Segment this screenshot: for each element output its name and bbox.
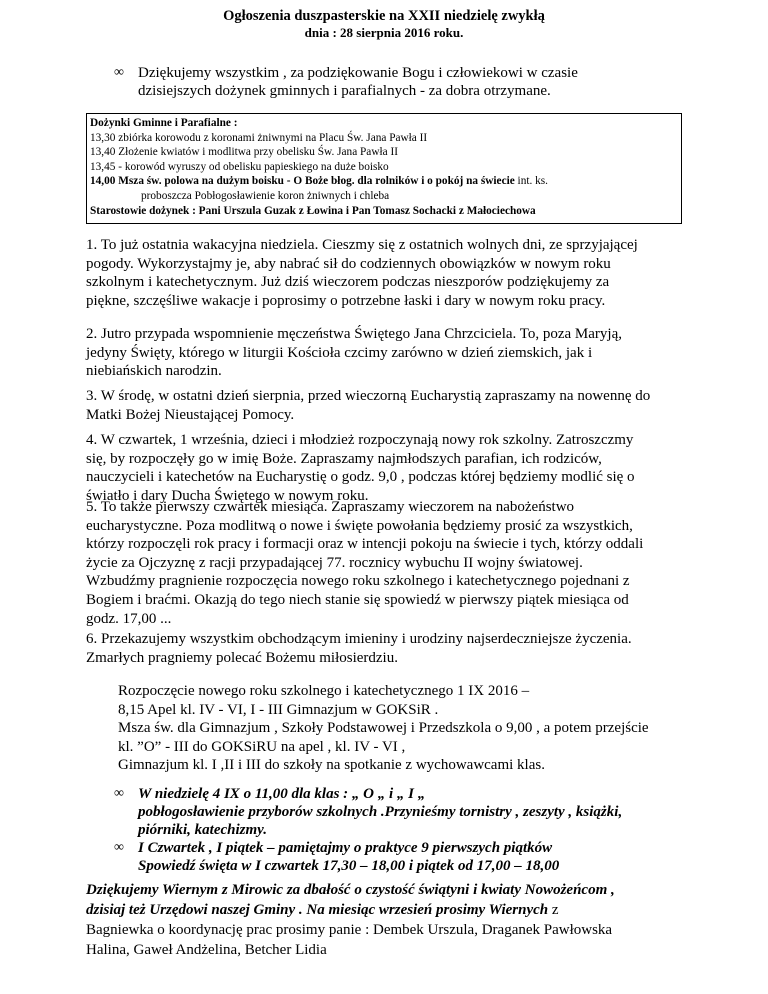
event-item: 13,40 Złożenie kwiatów i modlitwa przy obelisku Św. Jana Pawła II — [90, 146, 398, 159]
announcement-line: pobłogosławienie przyborów szkolnych .Przynieśmy tornistry , zeszyty , książki, — [138, 804, 623, 820]
paragraph-6 — [86, 630, 632, 667]
closing-bold-part: dzisiaj też Urzędowi naszej Gminy . Na miesiąc wrzesień prosimy Wiernych — [86, 902, 549, 918]
page-title: Ogłoszenia duszpasterskie na XXII niedzielę zwykłą — [223, 8, 545, 24]
schedule-line: kl. ”O” - III do GOKSiRU na apel , kl. IV - VI , — [118, 738, 406, 755]
closing-normal-part: z — [548, 902, 559, 918]
closing-line: Halina, Gaweł Andżelina, Betcher Lidia — [86, 942, 327, 958]
announcement-item — [114, 785, 622, 839]
schedule-line: Rozpoczęcie nowego roku szkolnego i katechetycznego 1 IX 2016 – — [118, 683, 530, 699]
paragraph-line: piękne, szczęśliwe wakacje i poprosimy o potrzebne łaski i dary w nowym roku pracy. — [86, 292, 606, 309]
paragraph-3 — [86, 387, 650, 424]
paragraph-line: 4. W czwartek, 1 września, dzieci i młodzież rozpoczynają nowy rok szkolny. Zatroszczmy — [86, 432, 634, 448]
event-item: 13,45 - korowód wyruszy od obelisku papieskiego na duże boisko — [90, 160, 389, 173]
paragraph-line: 6. Przekazujemy wszystkim obchodzącym imieniny i urodziny najserdeczniejsze życzenia. — [86, 631, 632, 647]
closing-thanks — [86, 880, 615, 960]
paragraph-line: się, by rozpoczęły go w imię Boże. Zapraszamy najmłodszych parafian, ich rodziców, — [86, 450, 602, 467]
paragraph-line: eucharystyczne. Poza modlitwą o nowe i święte powołania będziemy prosić za wszystkich, — [86, 517, 633, 534]
event-mass-bold: 14,00 Msza św. polowa na dużym boisku - O Boże błog. dla rolników i o pokój na świecie — [90, 175, 515, 188]
infinity-bullet-icon: ∞ — [114, 840, 124, 855]
paragraph-5 — [86, 498, 643, 628]
closing-line: Dziękujemy Wiernym z Mirowic za dbałość o czystość świątyni i kwiaty Nowożeńcom , — [86, 882, 615, 898]
paragraph-line: 5. To także pierwszy czwartek miesiąca. Zapraszamy wieczorem na nabożeństwo — [86, 499, 575, 515]
infinity-bullet-icon: ∞ — [114, 786, 124, 801]
paragraph-2 — [86, 325, 622, 381]
paragraph-4 — [86, 431, 635, 505]
paragraph-line: 3. W środę, w ostatni dzień sierpnia, przed wieczorną Eucharystią zapraszamy na nowennę do — [86, 388, 651, 404]
closing-line — [86, 900, 615, 920]
announcement-line: Spowiedź święta w I czwartek 17,30 – 18,00 i piątek od 17,00 – 18,00 — [138, 858, 560, 874]
event-item-mass — [90, 174, 681, 189]
paragraph-line: godz. 17,00 ... — [86, 610, 172, 627]
paragraph-line: którzy rozpoczęli rok pracy i formacji oraz w intencji pokoju na świecie i tych, którzy oddali — [86, 536, 644, 553]
announcement-line: I Czwartek , I piątek – pamiętajmy o praktyce 9 pierwszych piątków — [138, 840, 553, 856]
schedule-line: Msza św. dla Gimnazjum , Szkoły Podstawowej i Przedszkola o 9,00 , a potem przejście — [118, 720, 649, 737]
closing-line: Bagniewka o koordynację prac prosimy panie : Dembek Urszula, Draganek Pawłowska — [86, 922, 613, 938]
paragraph-line: niebiańskich narodzin. — [86, 363, 222, 380]
paragraph-line: Matki Bożej Nieustającej Pomocy. — [86, 406, 295, 423]
announcement-list — [114, 785, 622, 875]
paragraph-line: światło i dary Ducha Świętego w nowym roku. — [86, 487, 369, 504]
schedule-line: 8,15 Apel kl. IV - VI, I - III Gimnazjum w GOKSiR . — [118, 701, 439, 718]
paragraph-line: pogody. Wykorzystajmy je, aby nabrać sił do codziennych obowiązków w nowym roku — [86, 255, 611, 272]
schedule-line: Gimnazjum kl. I ,II i III do szkoły na spotkanie z wychowawcami klas. — [118, 757, 545, 774]
announcement-item — [114, 839, 622, 875]
event-mass-continuation: proboszcza Pobłogosławienie koron żniwnych i chleba — [141, 189, 390, 202]
infinity-bullet-icon: ∞ — [114, 65, 124, 80]
paragraph-line: 1. To już ostatnia wakacyjna niedziela. Cieszmy się z ostatnich wolnych dni, ze sprzyjającej — [86, 237, 638, 253]
harvest-festival-box — [86, 113, 682, 224]
paragraph-line: nauczycieli i katechetów na Eucharystię o godz. 9,0 , podczas której będziemy modlić się o — [86, 469, 635, 486]
event-box-heading: Dożynki Gminne i Parafialne : — [90, 117, 238, 129]
thanks-line: dzisiejszych dożynek gminnych i parafialnych - za dobra otrzymane. — [138, 83, 551, 99]
event-box-footer: Starostowie dożynek : Pani Urszula Guzak z Łowina i Pan Tomasz Sochacki z Małociechowa — [90, 204, 536, 217]
paragraph-line: szkolnym i katechetycznym. Już dziś wieczorem podczas nieszporów podziękujemy za — [86, 274, 610, 291]
paragraph-line: Zmarłych pragniemy polecać Bożemu miłosierdziu. — [86, 649, 398, 666]
page-date: dnia : 28 sierpnia 2016 roku. — [304, 25, 464, 40]
announcement-line: W niedzielę 4 IX o 11,00 dla klas : „ O „ i „ I „ — [138, 786, 426, 802]
announcement-line: piórniki, katechizmy. — [138, 822, 268, 838]
thanks-line: Dziękujemy wszystkim , za podziękowanie Bogu i człowiekowi w czasie — [138, 65, 578, 81]
paragraph-line: jedyny Święty, którego w liturgii Kościoła czcimy zarówno w dzień ziemskich, jak i — [86, 344, 593, 361]
school-year-schedule — [118, 682, 649, 775]
paragraph-line: życie za Ojczyznę z racji przypadającej 77. rocznicy wybuchu II wojny światowej. — [86, 554, 583, 571]
event-mass-normal: int. ks. — [514, 175, 549, 188]
event-item: 13,30 zbiórka korowodu z koronami żniwnymi na Placu Św. Jana Pawła II — [90, 131, 428, 144]
paragraph-line: 2. Jutro przypada wspomnienie męczeństwa Świętego Jana Chrzciciela. To, poza Maryją, — [86, 326, 622, 342]
paragraph-line: Wzbudźmy pragnienie rozpoczęcia nowego roku szkolnego i katechetycznego pojednani z — [86, 573, 630, 590]
paragraph-1 — [86, 236, 638, 310]
paragraph-line: Bogiem i braćmi. Okazją do tego niech stanie się spowiedź w pierwszy piątek miesiąca od — [86, 591, 629, 608]
